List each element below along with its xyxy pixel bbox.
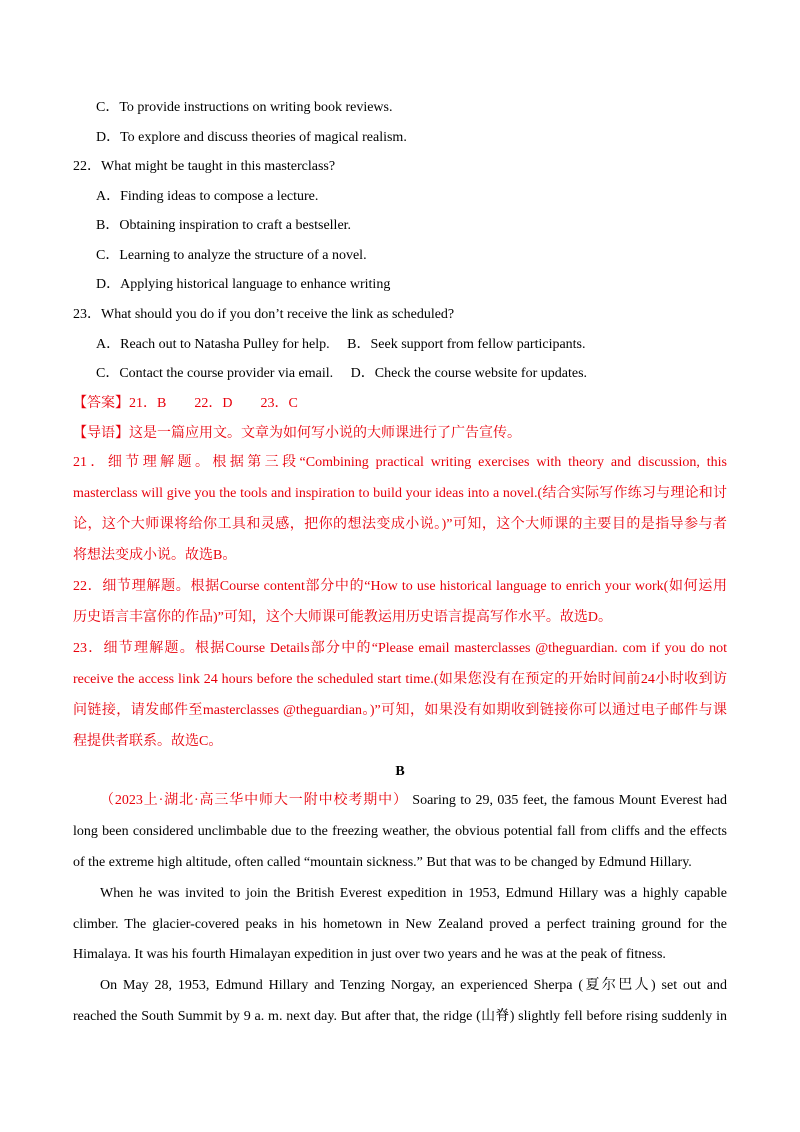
explain-23-line-4: 程提供者联系。故选C。: [73, 734, 223, 749]
q22-stem: 22．What might be taught in this masterclass?: [73, 159, 336, 174]
guide-line: 【导语】这是一篇应用文。文章为如何写小说的大师课进行了广告宣传。: [73, 426, 521, 441]
passage-p1-line-3: of the extreme high altitude, often called “mountain sickness.” But that was to be changed by Edmund Hillary.: [73, 855, 692, 870]
explain-23-line-1: 23．细节理解题。根据Course Details部分中的“Please email masterclasses @theguardian. com if you do not: [73, 641, 727, 656]
q23-stem: 23．What should you do if you don’t receive the link as scheduled?: [73, 307, 455, 322]
explain-23-line-3: 问链接，请发邮件至masterclasses @theguardian。)”可知，如果没有如期收到链接你可以通过电子邮件与课: [73, 703, 727, 718]
explain-23-line-2: receive the access link 24 hours before the scheduled start time.(如果您没有在预定的开始时间前24小时收到访: [73, 672, 727, 687]
explain-21-line-1: 21．细节理解题。根据第三段“Combining practical writing exercises with theory and discussion, this: [73, 455, 727, 470]
passage-p2-line-1: When he was invited to join the British Everest expedition in 1953, Edmund Hillary was a highly capable: [100, 886, 727, 901]
answer-line: 【答案】21．B 22．D 23．C: [73, 396, 298, 411]
q21-option-d: D．To explore and discuss theories of magical realism.: [96, 130, 407, 145]
passage-p3-line-2: reached the South Summit by 9 a. m. next day. But after that, the ridge (山脊) slightly fell before rising suddenly in: [73, 1009, 727, 1024]
q23-options-ab: A．Reach out to Natasha Pulley for help. B．Seek support from fellow participants.: [96, 337, 586, 352]
q23-options-cd: C．Contact the course provider via email. D．Check the course website for updates.: [96, 366, 588, 381]
section-title: B: [395, 764, 405, 779]
passage-p3-line-1: On May 28, 1953, Edmund Hillary and Tenzing Norgay, an experienced Sherpa (夏尔巴人) set out and: [100, 978, 727, 993]
explain-21-line-2: masterclass will give you the tools and inspiration to build your ideas into a novel.(结合实际写作练习与理论和讨: [73, 486, 727, 501]
q22-option-c: C．Learning to analyze the structure of a novel.: [96, 248, 367, 263]
explain-22-line-1: 22．细节理解题。根据Course content部分中的“How to use historical language to enrich your work(如何运用: [73, 579, 727, 594]
q22-option-d: D．Applying historical language to enhance writing: [96, 277, 391, 292]
explain-21-line-4: 将想法变成小说。故选B。: [73, 548, 237, 563]
q21-option-c: C．To provide instructions on writing book reviews.: [96, 100, 393, 115]
passage-p1-line-1: [73, 791, 727, 811]
explain-21-line-3: 论，这个大师课将给你工具和灵感，把你的想法变成小说。)”可知，这个大师课的主要目的是指导参与者: [73, 517, 727, 532]
q22-option-b: B．Obtaining inspiration to craft a bestseller.: [96, 218, 352, 233]
source-note: （2023上·湖北·高三华中师大一附中校考期中）: [100, 793, 408, 808]
passage-p1-line-2: long been considered unclimbable due to the freezing weather, the obvious potential fall from cliffs and the effects: [73, 824, 727, 839]
passage-p1-line-1-text: Soaring to 29, 035 feet, the famous Mount Everest had: [412, 793, 728, 808]
explain-22-line-2: 历史语言丰富你的作品)”可知，这个大师课可能教运用历史语言提高写作水平。故选D。: [73, 610, 612, 625]
passage-p2-line-3: Himalaya. It was his fourth Himalayan expedition in just over two years and he was at the peak of fitness.: [73, 947, 666, 962]
passage-p2-line-2: climber. The glacier-covered peaks in his hometown in New Zealand proved a perfect training ground for the: [73, 917, 727, 932]
q22-option-a: A．Finding ideas to compose a lecture.: [96, 189, 319, 204]
